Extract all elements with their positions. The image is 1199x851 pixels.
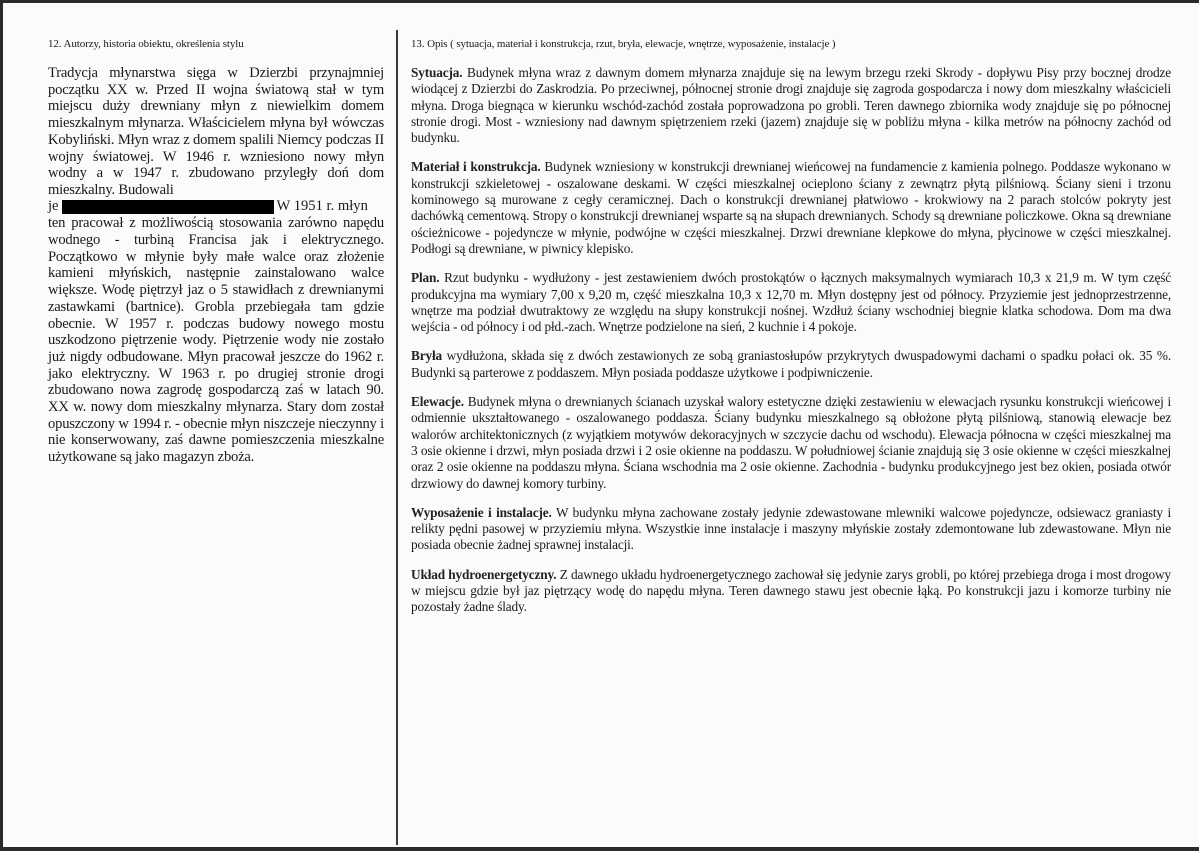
column-divider	[396, 30, 398, 845]
section-title: Wyposażenie i instalacje.	[411, 504, 552, 520]
section-text: Budynek wzniesiony w konstrukcji drewnianej wieńcowej na fundamencie z kamienia polnego. Poddasze wykonano w konstrukcji szkieletowej - oszalowane deskami. W części mieszkalnej ocieplono ściany z zewnątrz płytą pilśniową. Ściany sieni i trzonu kominowego są murowane z cegły ceramicznej. Dach o konstrukcji drewnianej płatwiowo - krokwiowy na 2 parach stolców pokryty jest dachówką cementową. Stropy o konstrukcji drewnianej wsparte są na słupach drewnianych. Schody są drewniane policzkowe. Okna są drewniane ościeżnicowe - pojedyncze w młynie, podwójne w części mieszkalnej. Drzwi drewniane klepkowe do młyna, płycinowe w części mieszkalnej. Podłogi są drewniane, w piwnicy klepisko.	[411, 159, 1172, 256]
section-title: Plan.	[411, 270, 440, 286]
section-form	[411, 348, 1171, 381]
section-title: Układ hydroenergetyczny.	[411, 566, 557, 582]
section-situation	[411, 65, 1171, 146]
section-text: Budynek młyna o drewnianych ścianach uzyskał walory estetyczne dzięki zestawieniu w elewacjach rysunku konstrukcji wieńcowej i odmiennie ukształtowanego - oszalowanego poddasza. Ściany budynku mieszkalnego są obłożone płytą pilśniową, stanowią elewacje bez walorów architektonicznych (z wyjątkiem motywów dekoracyjnych w szczycie dachu od wschodu). Elewacja północna w części mieszkalnej ma 3 osie okienne i drzwi, młyn posiada drzwi i 2 osie okienne na poddaszu. W południowej ścianie znajdują się 3 osie okienne w części mieszkalnej oraz 2 osie okienne na poddaszu młyna. Ściana wschodnia ma 2 osie okienne. Zachodnia - budynku produkcyjnego jest bez okien, posiada otwór drzwiowy do dawnej komory turbiny.	[411, 394, 1171, 491]
page-edge-left	[0, 0, 3, 851]
section-equipment	[411, 505, 1171, 554]
page-edge-bottom	[0, 847, 1199, 851]
history-header: 12. Autorzy, historia obiektu, określenia stylu	[48, 38, 244, 50]
section-title: Elewacje.	[411, 394, 464, 410]
redacted-line	[48, 199, 384, 216]
redact-prefix: je	[48, 198, 59, 215]
history-text-after: ten pracował z możliwością stosowania zarówno napędu wodnego - turbiną Francisa jak i elektrycznego. Początkowo w młynie były małe walce oraz złożenie kamieni młyńskich, następnie zainstalowano walce większe. Wodę piętrzył jaz o 5 stawidłach z drewnianymi zastawkami (bartnice). Grobla przebiegała tam gdzie obecnie. W 1957 r. podczas budowy nowego mostu uszkodzono piętrzenie wody. Piętrzenie wody nie zostało już nigdy odbudowane. Młyn pracował jeszcze do 1962 r. jako elektryczny. W 1963 r. po drugiej stronie drogi zbudowano nowa zagrodę gospodarczą zaś w latach 90. XX w. nowy dom mieszkalny młynarza. Stary dom został opuszczony w 1994 r. - obecnie młyn niszczeje nieczynny i nie konserwowany, zaś dawne pomieszczenia mieszkalne użytkowane są jako magazyn zboża.	[48, 215, 384, 466]
section-material	[411, 159, 1171, 257]
section-plan	[411, 270, 1171, 335]
section-title: Materiał i konstrukcja.	[411, 159, 541, 175]
redaction-bar	[62, 200, 274, 214]
page-edge-top	[0, 0, 1199, 3]
section-elevations	[411, 394, 1171, 492]
section-text: Budynek młyna wraz z dawnym domem młynarza znajduje się na lewym brzegu rzeki Skrody - dopływu Pisy przy bocznej drodze wiodącej z Dzierzbi do Zaskrodzia. Po przeciwnej, północnej stronie drogi znajduje się zagroda gospodarcza i nowy dom mieszkalny właścicieli młyna. Droga biegnąca w kierunku wschód-zachód została poprowadzona po grobli. Teren dawnego zbiornika wody znajduje się po północnej stronie drogi. Most - wzniesiony nad dawnym spiętrzeniem rzeki (jazem) znajduje się w pobliżu młyna - kilka metrów na północny zachód od budynku.	[411, 65, 1171, 146]
section-text: Rzut budynku - wydłużony - jest zestawieniem dwóch prostokątów o łącznych maksymalnych wymiarach 10,3 x 21,9 m. W tym część produkcyjna ma wymiary 7,00 x 9,20 m, część mieszkalna 10,3 x 12,70 m. Młyn dostępny jest od północy. Przyziemie jest jednoprzestrzenne, wnętrze ma podział dwutraktowy ze względu na słupy konstrukcji nośnej. Wzdłuż ściany wschodniej biegnie klatka schodowa. Dom ma dwa wejścia - od północy i od płd.-zach. Wnętrze podzielone na sień, 2 kuchnie i 4 pokoje.	[411, 270, 1171, 335]
section-hydro	[411, 567, 1171, 616]
section-text: W budynku młyna zachowane zostały jedynie zdewastowane mlewniki walcowe pojedyncze, odsiewacz graniasty i relikty pędni pasowej w przyziemiu młyna. Wszystkie inne instalacje i maszyny młyńskie zostały zdemontowane lub zdewastowane. Młyn nie posiada obecnie żadnej sprawnej instalacji.	[411, 504, 1171, 553]
section-text: Z dawnego układu hydroenergetycznego zachował się jedynie zarys grobli, po której przebiega droga i most drogowy w miejscu gdzie był jaz piętrzący wodę do napędu młyna. Teren dawnego stawu jest obecnie łąką. Po konstrukcji jazu i komorze turbiny nie pozostały żadne ślady.	[411, 566, 1171, 615]
description-header: 13. Opis ( sytuacja, materiał i konstrukcja, rzut, bryła, elewacje, wnętrze, wyposażenie, instalacje )	[411, 38, 836, 50]
section-title: Bryła	[411, 348, 443, 364]
description-column	[411, 38, 1171, 629]
section-title: Sytuacja.	[411, 65, 463, 80]
history-text-before: Tradycja młynarstwa sięga w Dzierzbi przynajmniej początku XX w. Przed II wojna światową stał w tym miejscu duży drewniany młyn z niewielkim domem mieszkalnym młynarza. Właścicielem młyna był wówczas Kobyliński. Młyn wraz z domem spalili Niemcy podczas II wojny światowej. W 1946 r. wzniesiono nowy młyn wodny a w 1947 r. zbudowano przyległy doń dom mieszkalny. Budowali	[48, 65, 384, 198]
section-text: wydłużona, składa się z dwóch zestawionych ze sobą graniastosłupów przykrytych dwuspadowymi dachami o spadku połaci ok. 35 %. Budynki są parterowe z poddaszem. Młyn posiada poddasze użytkowe i podpiwniczenie.	[411, 348, 1171, 380]
history-column	[48, 38, 384, 466]
redact-suffix: W 1951 r. młyn	[276, 198, 368, 215]
